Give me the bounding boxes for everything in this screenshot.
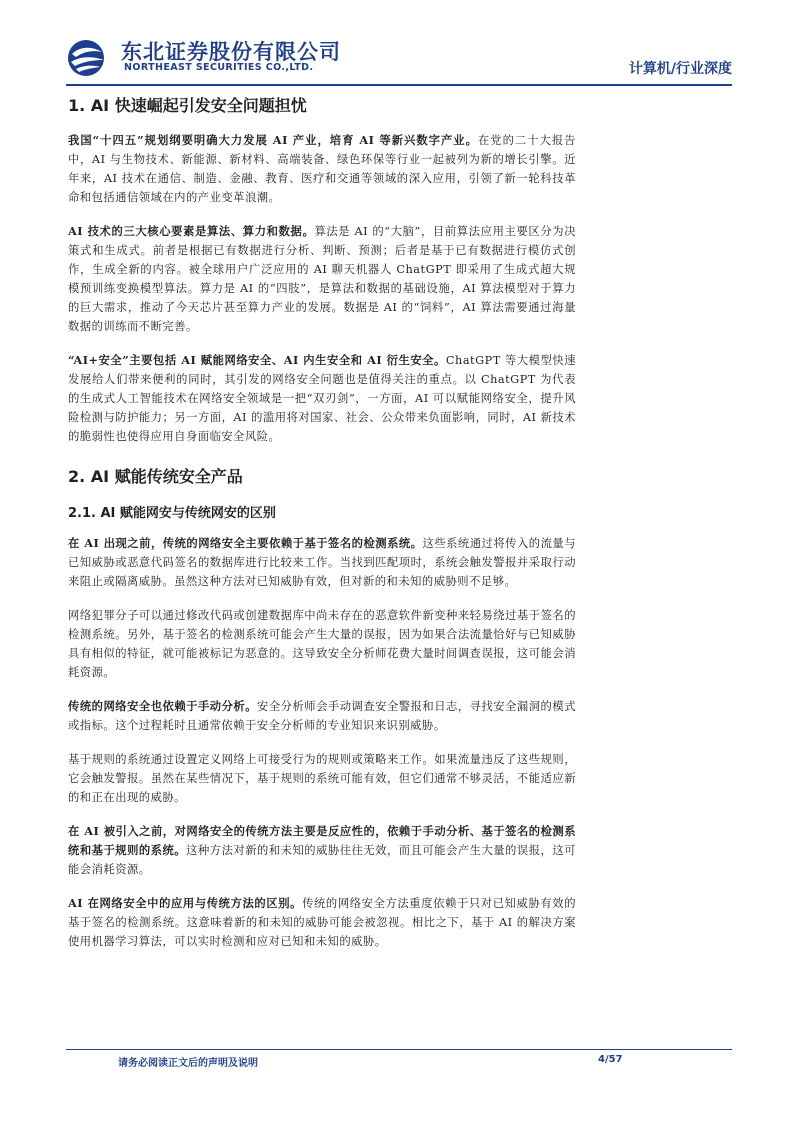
footer-disclaimer: 请务必阅读正文后的声明及说明 xyxy=(118,1058,258,1069)
paragraph xyxy=(68,351,576,446)
report-category: 计算机/行业深度 xyxy=(628,61,732,77)
paragraph xyxy=(68,131,576,207)
footer-divider xyxy=(66,1049,732,1050)
company-logo-icon xyxy=(66,38,110,78)
subsection-heading: 2.1. AI 赋能网安与传统网安的区别 xyxy=(68,506,276,521)
page-header xyxy=(66,34,732,86)
paragraph-lead: 在 AI 被引入之前，对网络安全的传统方法主要是反应性的，依赖于手动分析、基于签名的检测系统和基于规则的系统。 xyxy=(68,824,576,857)
main-content xyxy=(68,93,576,951)
paragraph-text: 算法是 AI 的“大脑”，目前算法应用主要区分为决策式和生成式。前者是根据已有数据进行分析、判断、预测；后者是基于已有数据进行模仿式创作，生成全新的内容。被全球用户广泛应用的 AI 聊天机器人 ChatGPT 即采用了生成式超大规模预训练变换模型算法。算力是 AI 的“四肢”，是算法和数据的基础设施，AI 算法模型对于算力的巨大需求，推动了今天芯片甚至算力产业的发展。数据是 AI 的“饲料”，AI 算法需要通过海量数据的训练而不断完善。 xyxy=(68,225,577,333)
paragraph-text: 在党的二十大报告中，AI 与生物技术、新能源、新材料、高端装备、绿色环保等行业一起被列为新的增长引擎。近年来，AI 技术在通信、制造、金融、教育、医疗和交通等领域的深入应用，引领了新一轮科技革命和包括通信领域在内的产业变革浪潮。 xyxy=(68,134,576,204)
paragraph xyxy=(68,894,576,951)
paragraph-text: 传统的网络安全方法重度依赖于只对已知威胁有效的基于签名的检测系统。这意味着新的和未知的威胁可能会被忽视。相比之下，基于 AI 的解决方案使用机器学习算法，可以实时检测和应对已知和未知的威胁。 xyxy=(68,897,576,948)
paragraph-text: 网络犯罪分子可以通过修改代码或创建数据库中尚未存在的恶意软件新变种来轻易绕过基于签名的检测系统。另外，基于签名的检测系统可能会产生大量的误报，因为如果合法流量恰好与已知威胁具有相似的特征，就可能被标记为恶意的。这导致安全分析师花费大量时间调查误报，这可能会消耗资源。 xyxy=(68,609,576,679)
section-heading: 1. AI 快速崛起引发安全问题担忧 xyxy=(68,96,307,115)
paragraph-lead: 传统的网络安全也依赖于手动分析。 xyxy=(68,699,258,713)
paragraph-lead: “AI+安全”主要包括 AI 赋能网络安全、AI 内生安全和 AI 衍生安全。 xyxy=(68,353,446,367)
paragraph xyxy=(68,697,576,735)
paragraph xyxy=(68,534,576,591)
paragraph xyxy=(68,222,576,336)
page-number: 4/57 xyxy=(598,1054,623,1065)
section-heading: 2. AI 赋能传统安全产品 xyxy=(68,467,243,486)
paragraph-text: 安全分析师会手动调查安全警报和日志，寻找安全漏洞的模式或指标。这个过程耗时且通常依赖于安全分析师的专业知识来识别威胁。 xyxy=(68,700,576,732)
paragraph xyxy=(68,606,576,682)
header-divider xyxy=(66,84,732,86)
paragraph-lead: AI 技术的三大核心要素是算法、算力和数据。 xyxy=(68,224,315,238)
company-name-cn: 东北证券股份有限公司 xyxy=(121,40,341,64)
paragraph-text: 这种方法对新的和未知的威胁往往无效，而且可能会产生大量的误报，这可能会消耗资源。 xyxy=(68,844,576,876)
paragraph-text: 基于规则的系统通过设置定义网络上可接受行为的规则或策略来工作。如果流量违反了这些规则，它会触发警报。虽然在某些情况下，基于规则的系统可能有效，但它们通常不够灵活，不能适应新的和正在出现的威胁。 xyxy=(68,753,576,804)
paragraph xyxy=(68,750,576,807)
company-name-en: NORTHEAST SECURITIES CO.,LTD. xyxy=(124,62,314,73)
paragraph-lead: AI 在网络安全中的应用与传统方法的区别。 xyxy=(68,896,303,910)
paragraph-text: ChatGPT 等大模型快速发展给人们带来便利的同时，其引发的网络安全问题也是值得关注的重点。以 ChatGPT 为代表的生成式人工智能技术在网络安全领域是一把“双刃剑”，一方面，AI 可以赋能网络安全，提升风险检测与防护能力；另一方面，AI 的滥用将对国家、社会、公众带来负面影响，同时，AI 新技术的脆弱性也使得应用自身面临安全风险。 xyxy=(68,354,576,443)
paragraph xyxy=(68,822,576,879)
paragraph-lead: 在 AI 出现之前，传统的网络安全主要依赖于基于签名的检测系统。 xyxy=(68,536,423,550)
paragraph-lead: 我国“十四五”规划纲要明确大力发展 AI 产业，培育 AI 等新兴数字产业。 xyxy=(68,133,478,147)
paragraph-text: 这些系统通过将传入的流量与已知威胁或恶意代码签名的数据库进行比较来工作。当找到匹配项时，系统会触发警报并采取行动来阻止或隔离威胁。虽然这种方法对已知威胁有效，但对新的和未知的威胁则不足够。 xyxy=(68,537,576,588)
